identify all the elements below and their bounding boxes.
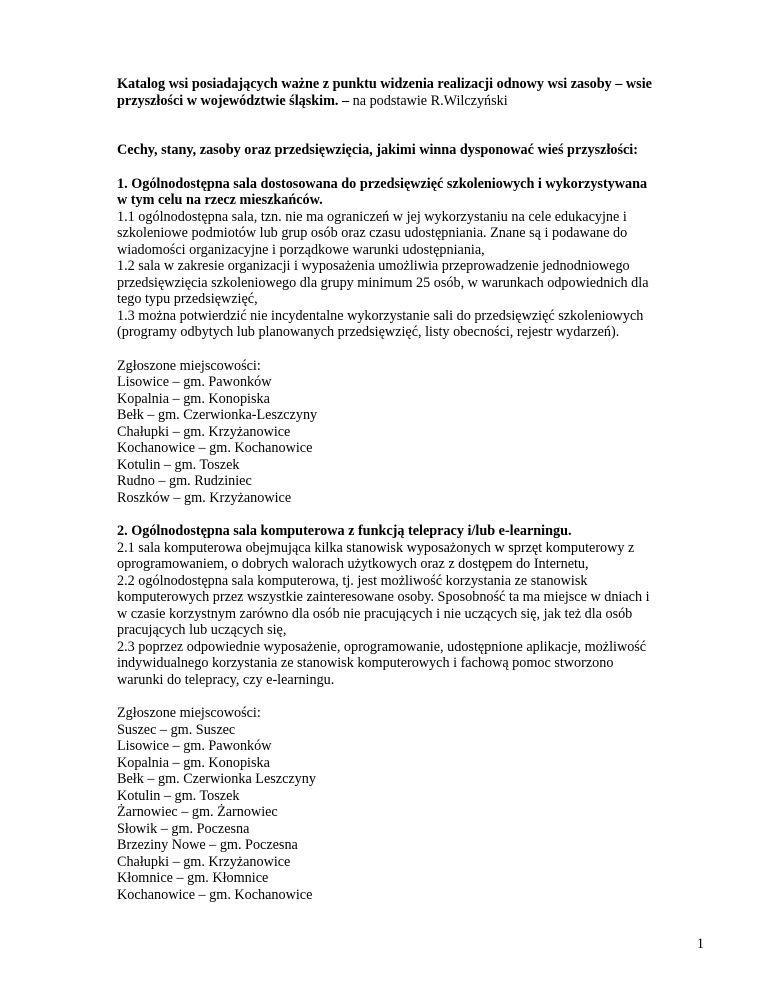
- body-line: tego typu przedsięwzięć,: [117, 291, 258, 307]
- list-item: Chałupki – gm. Krzyżanowice: [117, 423, 291, 440]
- list-item: Kłomnice – gm. Kłomnice: [117, 870, 269, 886]
- list-item: Lisowice – gm. Pawonków: [117, 374, 272, 390]
- body-line: 1.2 sala w zakresie organizacji i wyposażenia umożliwia przeprowadzenie jednodniowego: [117, 258, 630, 274]
- body-line: oprogramowaniem, o dobrych walorach użytkowych oraz z dostępem do Internetu,: [117, 556, 589, 572]
- section-1-body: [117, 209, 717, 341]
- list-item: Lisowice – gm. Pawonków: [117, 738, 272, 754]
- body-line: w czasie korzystnym zarówno dla osób nie pracujących i nie uczących się, jak też dla osób: [117, 605, 633, 622]
- list-item: Kotulin – gm. Toszek: [117, 456, 240, 473]
- body-line: (programy odbytych lub planowanych przedsięwzięć, listy obecności, rejestr wydarzeń).: [117, 324, 620, 340]
- body-line: szkoleniowe podmiotów lub grup osób oraz czasu udostępniania. Znane są i podawane do: [117, 225, 628, 241]
- title-line-1: Katalog wsi posiadających ważne z punktu widzenia realizacji odnowy wsi zasoby – wsie: [117, 76, 652, 92]
- list-item: Kopalnia – gm. Konopiska: [117, 390, 270, 407]
- list-item: Bełk – gm. Czerwionka Leszczyny: [117, 771, 316, 787]
- list-item: Kochanowice – gm. Kochanowice: [117, 886, 313, 903]
- list-item: Suszec – gm. Suszec: [117, 721, 236, 738]
- title-line-2-bold: przyszłości w województwie śląskim. –: [117, 92, 350, 109]
- list-item: Żarnowiec – gm. Żarnowiec: [117, 804, 278, 820]
- body-line: wiadomości organizacyjne i porządkowe warunki udostępniania,: [117, 241, 485, 258]
- body-line: indywidualnego korzystania ze stanowisk komputerowych i fachową pomoc stworzono: [117, 655, 614, 671]
- body-line: 1.1 ogólnodostępna sala, tzn. nie ma ograniczeń w jej wykorzystaniu na cele edukacyjne i: [117, 208, 627, 225]
- subheading: Cechy, stany, zasoby oraz przedsięwzięcia, jakimi winna dysponować wieś przyszłości:: [117, 142, 638, 158]
- section-1-reported-label: Zgłoszone miejscowości:: [117, 357, 261, 374]
- body-line: 1.3 można potwierdzić nie incydentalne wykorzystanie sali do przedsięwzięć szkoleniowych: [117, 307, 644, 324]
- title-line-2-source: na podstawie R.Wilczyński: [349, 92, 508, 109]
- spacer: [117, 506, 717, 523]
- section-1-heading-line-1: 1. Ogólnodostępna sala dostosowana do przedsięwzięć szkoleniowych i wykorzystywana: [117, 175, 648, 192]
- list-item: Kopalnia – gm. Konopiska: [117, 754, 270, 771]
- body-line: warunki do telepracy, czy e-learningu.: [117, 671, 335, 688]
- title-line-2: [117, 93, 717, 110]
- body-line: 2.1 sala komputerowa obejmująca kilka stanowisk wyposażonych w sprzęt komputerowy z: [117, 539, 635, 556]
- body-line: 2.3 poprzez odpowiednie wyposażenie, oprogramowanie, udostępnione aplikacje, możliwość: [117, 638, 647, 655]
- document-page: [117, 76, 717, 903]
- spacer: [117, 341, 717, 358]
- list-item: Rudno – gm. Rudziniec: [117, 473, 252, 489]
- list-item: Kochanowice – gm. Kochanowice: [117, 440, 313, 456]
- section-2-body: [117, 540, 717, 689]
- list-item: Kotulin – gm. Toszek: [117, 787, 240, 804]
- section-1-heading-line-2: w tym celu na rzecz mieszkańców.: [117, 192, 323, 208]
- section-2-places-list: [117, 722, 717, 904]
- section-1-heading: [117, 176, 717, 209]
- list-item: Roszków – gm. Krzyżanowice: [117, 489, 292, 506]
- list-item: Słowik – gm. Poczesna: [117, 820, 250, 837]
- list-item: Chałupki – gm. Krzyżanowice: [117, 853, 291, 870]
- spacer: [117, 109, 717, 142]
- list-item: Brzeziny Nowe – gm. Poczesna: [117, 837, 298, 853]
- section-2-reported-label: Zgłoszone miejscowości:: [117, 705, 261, 721]
- section-1: [117, 176, 717, 507]
- body-line: 2.2 ogólnodostępna sala komputerowa, tj. jest możliwość korzystania ze stanowisk: [117, 572, 588, 589]
- spacer: [117, 688, 717, 705]
- document-title: [117, 76, 717, 109]
- list-item: Bełk – gm. Czerwionka-Leszczyny: [117, 407, 318, 423]
- body-line: przedsięwzięcia szkoleniowego dla grupy minimum 25 osób, w warunkach odpowiednich dla: [117, 274, 649, 291]
- section-2-heading: 2. Ogólnodostępna sala komputerowa z funkcją telepracy i/lub e-learningu.: [117, 523, 572, 539]
- spacer: [117, 159, 717, 176]
- body-line: komputerowych przez wszystkie zainteresowane osoby. Sposobność ta ma miejsce w dniach i: [117, 589, 650, 605]
- section-1-places-list: [117, 374, 717, 506]
- section-2: [117, 523, 717, 903]
- page-number: 1: [696, 936, 704, 952]
- body-line: pracujących lub uczących się,: [117, 622, 287, 638]
